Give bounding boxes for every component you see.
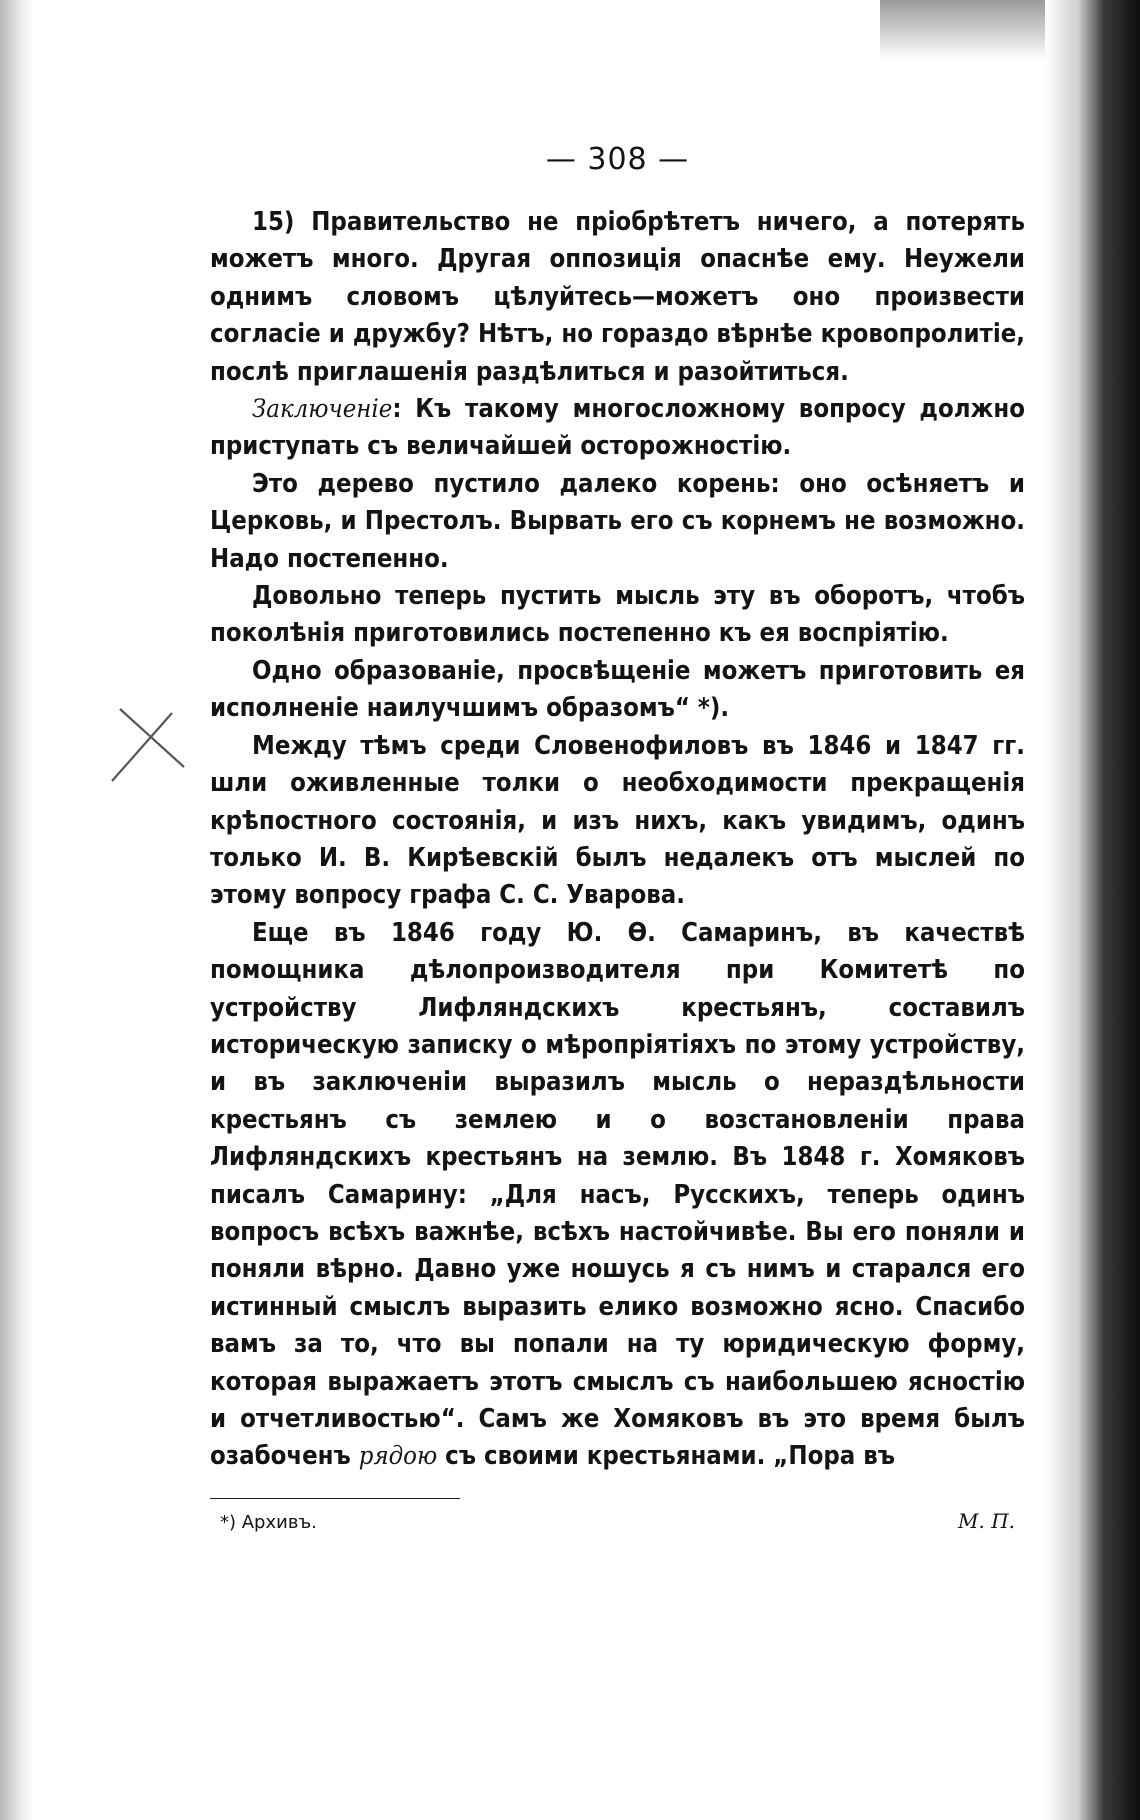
- paragraph-conclusion: Заключеніе: Къ такому многосложному вопросу должно приступать съ величайшей осторожностію.: [210, 394, 1025, 462]
- paragraph-6: Между тѣмъ среди Словенофиловъ въ 1846 и 1847 гг. шли оживленные толки о необходимости прекращенія крѣпостного состоянія, и изъ нихъ, какъ увидимъ, одинъ только И. В. Кирѣевскій былъ недалекъ отъ мыслей по этому вопросу графа С. С. Уварова.: [210, 730, 1025, 911]
- italic-word: рядою: [358, 1441, 438, 1472]
- paragraph-7-tail: съ своими крестьянами. „Пора въ: [445, 1441, 895, 1472]
- paragraph-3: Это дерево пустило далеко корень: оно осѣняетъ и Церковь, и Престолъ. Вырвать его съ корнемъ не возможно. Надо постепенно.: [210, 468, 1025, 574]
- scan-shadow-left: [0, 0, 34, 1820]
- conclusion-text: Къ такому многосложному вопросу должно приступать съ величайшей осторожностію.: [210, 394, 1025, 462]
- book-page: [210, 140, 1025, 1640]
- footnote-text: *) Архивъ.: [220, 1511, 317, 1533]
- page-number: — 308 —: [545, 142, 690, 177]
- scan-shadow-right: [1045, 0, 1140, 1820]
- footnote-divider: [210, 1498, 460, 1499]
- margin-x-mark-icon: [108, 705, 190, 785]
- paragraph-1: 15) Правительство не пріобрѣтетъ ничего, а потерять можетъ много. Другая оппозиція опаснѣе ему. Неужели однимъ словомъ цѣлуйтесь—можетъ оно произвести согласіе и дружбу? Нѣтъ, но гораздо вѣрнѣе кровопролитіе, послѣ приглашенія раздѣлиться и разойтиться.: [210, 207, 1025, 387]
- body-text: [210, 204, 1025, 1476]
- conclusion-label: Заключеніе: [252, 394, 393, 425]
- paragraph-7-text: Еще въ 1846 году Ю. Ѳ. Самаринъ, въ качествѣ помощника дѣлопроизводителя при Комитетѣ по устройству Лифляндскихъ крестьянъ, составилъ историческую записку о мѣропріятіяхъ по этому устройству, и въ заключеніи выразилъ мысль о нераздѣльности крестьянъ съ землею и о возстановленіи права Лифляндскихъ крестьянъ на землю. Въ 1848 г. Хомяковъ писалъ Самарину: „Для насъ, Русскихъ, теперь одинъ вопросъ всѣхъ важнѣе, всѣхъ настойчивѣе. Вы его поняли и поняли вѣрно. Давно уже ношусь я съ нимъ и старался его истинный смыслъ выразить елико возможно ясно. Спасибо вамъ за то, что вы попали на ту юридическую форму, которая выражаетъ этотъ смыслъ съ наибольшею ясностію и отчетливостью“. Самъ же Хомяковъ въ это время былъ озабоченъ: [210, 917, 1025, 1472]
- signature-mark: М. П.: [958, 1508, 1015, 1533]
- footnote: [210, 1509, 1025, 1533]
- paragraph-5: Одно образованіе, просвѣщеніе можетъ приготовить ея исполненіе наилучшимъ образомъ“ *).: [210, 655, 1025, 724]
- paragraph-4: Довольно теперь пустить мысль эту въ оборотъ, чтобъ поколѣнія приготовились постепенно къ ея воспріятію.: [210, 581, 1025, 649]
- paragraph-7: [210, 915, 1025, 1476]
